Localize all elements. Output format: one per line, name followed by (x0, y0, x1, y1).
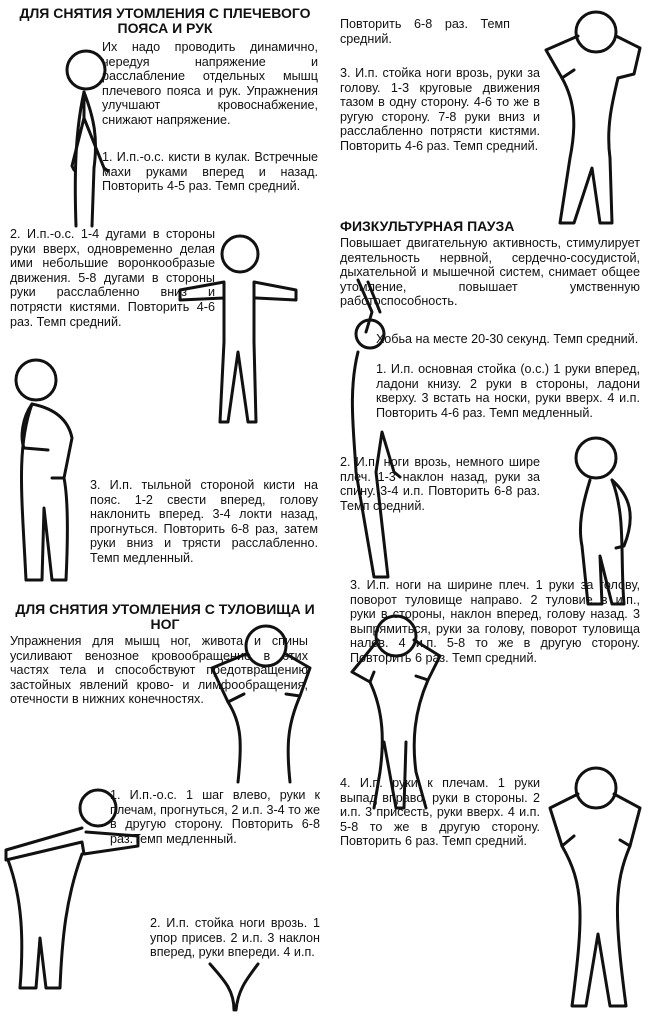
figure-lean-back-icon (560, 436, 646, 608)
section1-ex2: 2. И.п.-о.с. 1-4 дугами в стороны руки вверх, одновременно делая ими небольшие воронкообразые движения. 5-8 дугами в стороны руки расслабленно вниз и потрясти кистями. Повторить 4-6 раз. Темп средний. (10, 227, 215, 329)
section3-intro: Повышает двигательную активность, стимулирует деятельность нервной, сердечно-сосудистой, дыхательной и мышечной систем, снимает общее утомление, повышает умственную работоспособность. (340, 236, 640, 309)
figure-side-bend-icon (2, 788, 142, 993)
figure-arms-side-icon (178, 232, 298, 427)
section1-ex3: 3. И.п. тыльной стороной кисти на пояс. 1-2 свести вперед, голову наклонить вперед. 3-4 локти назад, прогнуться. Повторить 6-8 раз, затем руки вниз и трясти расслабленно. Темп медленный. (90, 478, 318, 565)
section2-heading: ДЛЯ СНЯТИЯ УТОМЛЕНИЯ С ТУЛОВИЩА И НОГ (15, 601, 315, 632)
right-top-ex3: 3. И.п. стойка ноги врозь, руки за голову. 1-3 круговые движения тазом в одну сторону. 4-6 то же в ругую сторону. 7-8 руки вниз и расслабленно потрясти кистями. Повторить 4-6 раз. Темп средний. (340, 66, 540, 153)
section3-walk: Хобьа на месте 20-30 секунд. Темп средний. (376, 332, 639, 346)
figure-torso-twist-icon (344, 612, 450, 810)
section3-ex4: 4. И.п. руки к плечам. 1 руки выпад вправо, руки в стороны. 2 и.п. 3 присесть, руки вверх. 4 и.п. 5-8 то же в другую сторону. Повторить 6 раз. Темп средний. (340, 776, 540, 849)
section2-intro: Упражнения для мышц ног, живота и спины усиливают венозное кровообращение в этих частях тела и способствуют предотвращению застойных явлений крово- и лимфообращения, отечности в нижних конечностях. (10, 634, 308, 707)
section3-ex2: 2. И.п. ноги врозь, немного шире плеч. 1-3 наклон назад, руки за спину. 3-4 и.п. Повторить 6-8 раз. Темп средний. (340, 455, 540, 513)
right-top-cont: Повторить 6-8 раз. Темп средний. (340, 17, 510, 46)
figure-arms-swing-icon (64, 48, 114, 226)
figure-hands-behind-head-icon (534, 8, 644, 226)
section2-ex2: 2. И.п. стойка ноги врозь. 1 упор присев. 2 и.п. 3 наклон вперед, руки впереди. 4 и.п. (150, 916, 320, 960)
figure-hands-on-waist-icon (2, 358, 82, 583)
figure-lunge-icon (544, 764, 644, 1010)
figure-arms-forward-icon (184, 624, 334, 784)
figure-hands-behind-head-hips-icon (204, 960, 264, 1012)
section3-ex3: 3. И.п. ноги на ширине плеч. 1 руки за голову, поворот туловище направо. 2 туловие в и.п., руки в стороны, наклон вперед, голову назад. 3 выпрямиться, руки за голову, поворот туловища налев. 4 и.п. 5-8 то же в другую сторону. Повторить 6 раз. Темп средний. (350, 578, 640, 665)
section1-ex1: 1. И.п.-о.с. кисти в кулак. Встречные махи руками вперед и назад. Повторить 4-5 раз. Темп средний. (102, 150, 318, 194)
section1-intro: Их надо проводить динамично, чередуя напряжение и расслабление отдельных мышц плечевого пояса и рук. Упражнения улучшают кровоснабжение, снижают напряжение. (102, 40, 318, 127)
section3-heading: ФИЗКУЛЬТУРНАЯ ПАУЗА (340, 218, 515, 234)
section3-ex1: 1. И.п. основная стойка (о.с.) 1 руки вперед, ладони книзу. 2 руки в стороны, ладони кверху. 3 встать на носки, руки вверх. 4 и.п. Повторить 4-6 раз. Темп медленный. (376, 362, 640, 420)
section2-ex1: 1. И.п.-о.с. 1 шаг влево, руки к плечам, прогнуться, 2 и.п. 3-4 то же в другую сторону. Повторить 6-8 раз.Темп медленный. (110, 788, 320, 846)
figure-arms-up-profile-icon (344, 272, 402, 582)
section1-heading: ДЛЯ СНЯТИЯ УТОМЛЕНИЯ С ПЛЕЧЕВОГО ПОЯСА И РУК (19, 5, 311, 36)
